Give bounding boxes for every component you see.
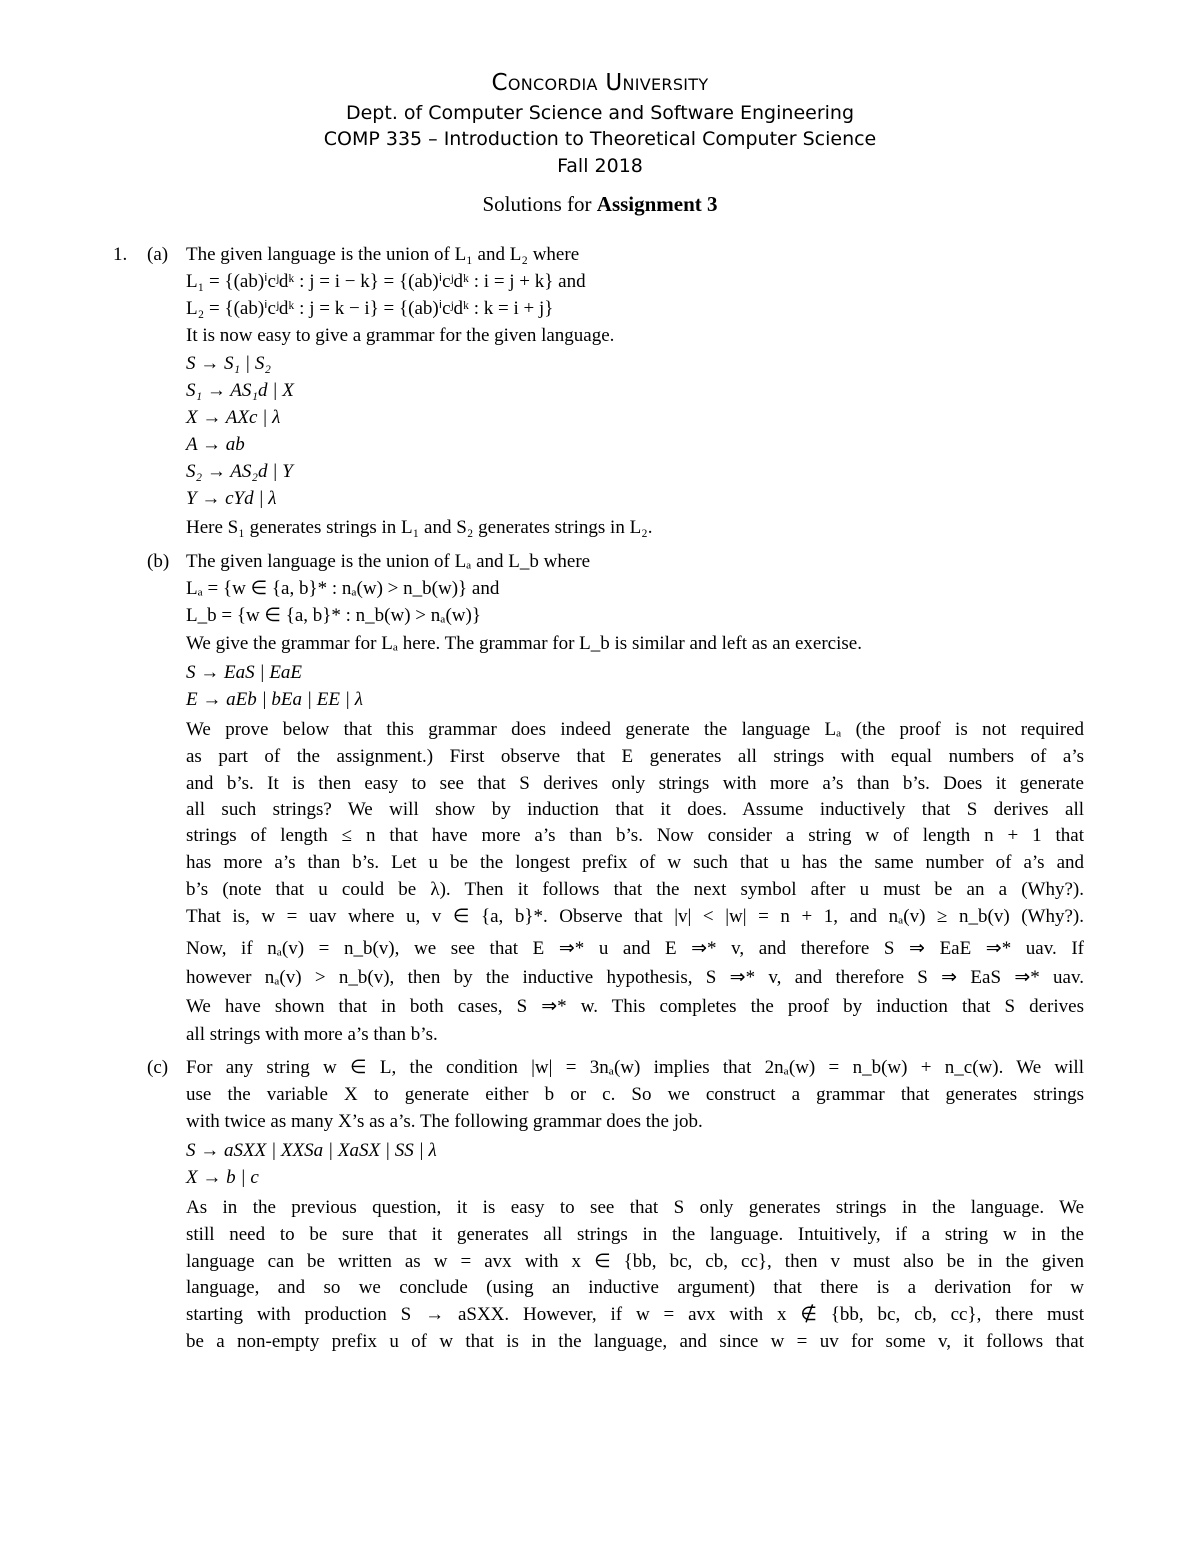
grammar-rule: S₁ → AS₁d | X (186, 380, 294, 401)
proof-line: still need to be sure that it generates all strings in the language. Intuitively, if a string w in the (186, 1224, 1084, 1245)
grammar-rule: S → aSXX | XXSa | XaSX | SS | λ (186, 1140, 437, 1161)
part-label: (b) (147, 551, 170, 572)
grammar-rule: Y → cYd | λ (186, 488, 277, 509)
grammar-rule: S → EaS | EaE (186, 662, 303, 683)
grammar-rule: A → ab (186, 434, 245, 455)
document-title (0, 192, 1200, 217)
text-line: Here S₁ generates strings in L₁ and S₂ generates strings in L₂. (186, 517, 653, 538)
math-line: L₂ = {(ab)ⁱcʲdᵏ : j = k − i} = {(ab)ⁱcʲdᵏ : k = i + j} (186, 298, 554, 319)
text-line: For any string w ∈ L, the condition |w| = 3nₐ(w) implies that 2nₐ(w) = n_b(w) + n_c(w). We will (186, 1057, 1084, 1078)
proof-line: and b’s. It is then easy to see that S derives only strings with more a’s than b’s. Does it generate (186, 773, 1084, 794)
text-line: The given language is the union of Lₐ and L_b where (186, 551, 591, 572)
grammar-rule: X → AXc | λ (186, 407, 281, 428)
question-number: 1. (113, 244, 128, 265)
math-line: Lₐ = {w ∈ {a, b}* : nₐ(w) > n_b(w)} and (186, 578, 500, 599)
proof-line: as part of the assignment.) First observe that E generates all strings with equal numbers of a’s (186, 746, 1084, 767)
proof-line: b’s (note that u could be λ). Then it follows that the next symbol after u must be an a (Why?). (186, 879, 1084, 900)
math-line: L₁ = {(ab)ⁱcʲdᵏ : j = i − k} = {(ab)ⁱcʲdᵏ : i = j + k} and (186, 271, 586, 292)
department-name: Dept. of Computer Science and Software Engineering (345, 102, 855, 124)
proof-line: language, and so we conclude (using an inductive argument) that there is a derivation for w (186, 1277, 1084, 1298)
course-title: COMP 335 – Introduction to Theoretical Computer Science (323, 128, 877, 150)
assignment-name: Assignment 3 (596, 192, 718, 216)
math-line: L_b = {w ∈ {a, b}* : n_b(w) > nₐ(w)} (186, 605, 481, 626)
grammar-rule: E → aEb | bEa | EE | λ (186, 689, 363, 710)
text-line: We give the grammar for Lₐ here. The grammar for L_b is similar and left as an exercise. (186, 633, 862, 654)
proof-line: all such strings? We will show by induction that it does. Assume inductively that S derives all (186, 799, 1084, 820)
text-line: It is now easy to give a grammar for the given language. (186, 325, 615, 346)
text-line: The given language is the union of L₁ and L₂ where (186, 244, 580, 265)
text-line: with twice as many X’s as a’s. The following grammar does the job. (186, 1111, 703, 1132)
proof-line: That is, w = uav where u, v ∈ {a, b}*. Observe that |v| < |w| = n + 1, and nₐ(v) ≥ n_b(v) (Why?). (186, 906, 1084, 927)
grammar-rule: X → b | c (186, 1167, 259, 1188)
proof-line: be a non-empty prefix u of w that is in the language, and since w = uv for some v, it follows that (186, 1331, 1084, 1352)
grammar-rule: S → S₁ | S₂ (186, 353, 271, 374)
proof-line: Now, if nₐ(v) = n_b(v), we see that E ⇒* u and E ⇒* v, and therefore S ⇒ EaE ⇒* uav. If (186, 938, 1084, 959)
proof-line: As in the previous question, it is easy to see that S only generates strings in the language. We (186, 1197, 1084, 1218)
proof-line: however nₐ(v) > n_b(v), then by the inductive hypothesis, S ⇒* v, and therefore S ⇒ EaS ⇒* uav. (186, 967, 1084, 988)
proof-line: language can be written as w = avx with x ∈ {bb, bc, cb, cc}, then v must also be in the given (186, 1251, 1084, 1272)
proof-line: We prove below that this grammar does indeed generate the language Lₐ (the proof is not required (186, 719, 1084, 740)
proof-line: starting with production S → aSXX. However, if w = avx with x ∉ {bb, bc, cb, cc}, there must (186, 1304, 1084, 1325)
university-name: Concordia University (491, 70, 709, 96)
proof-line: all strings with more a’s than b’s. (186, 1024, 438, 1045)
term: Fall 2018 (557, 155, 643, 177)
part-label: (a) (147, 244, 169, 265)
solutions-word: Solutions for (482, 192, 592, 216)
proof-line: strings of length ≤ n that have more a’s than b’s. Now consider a string w of length n + 1 that (186, 825, 1084, 846)
text-line: use the variable X to generate either b or c. So we construct a grammar that generates strings (186, 1084, 1084, 1105)
proof-line: We have shown that in both cases, S ⇒* w. This completes the proof by induction that S derives (186, 996, 1084, 1017)
part-label: (c) (147, 1057, 169, 1078)
grammar-rule: S₂ → AS₂d | Y (186, 461, 293, 482)
proof-line: has more a’s than b’s. Let u be the longest prefix of w such that u has the same number of a’s and (186, 852, 1084, 873)
